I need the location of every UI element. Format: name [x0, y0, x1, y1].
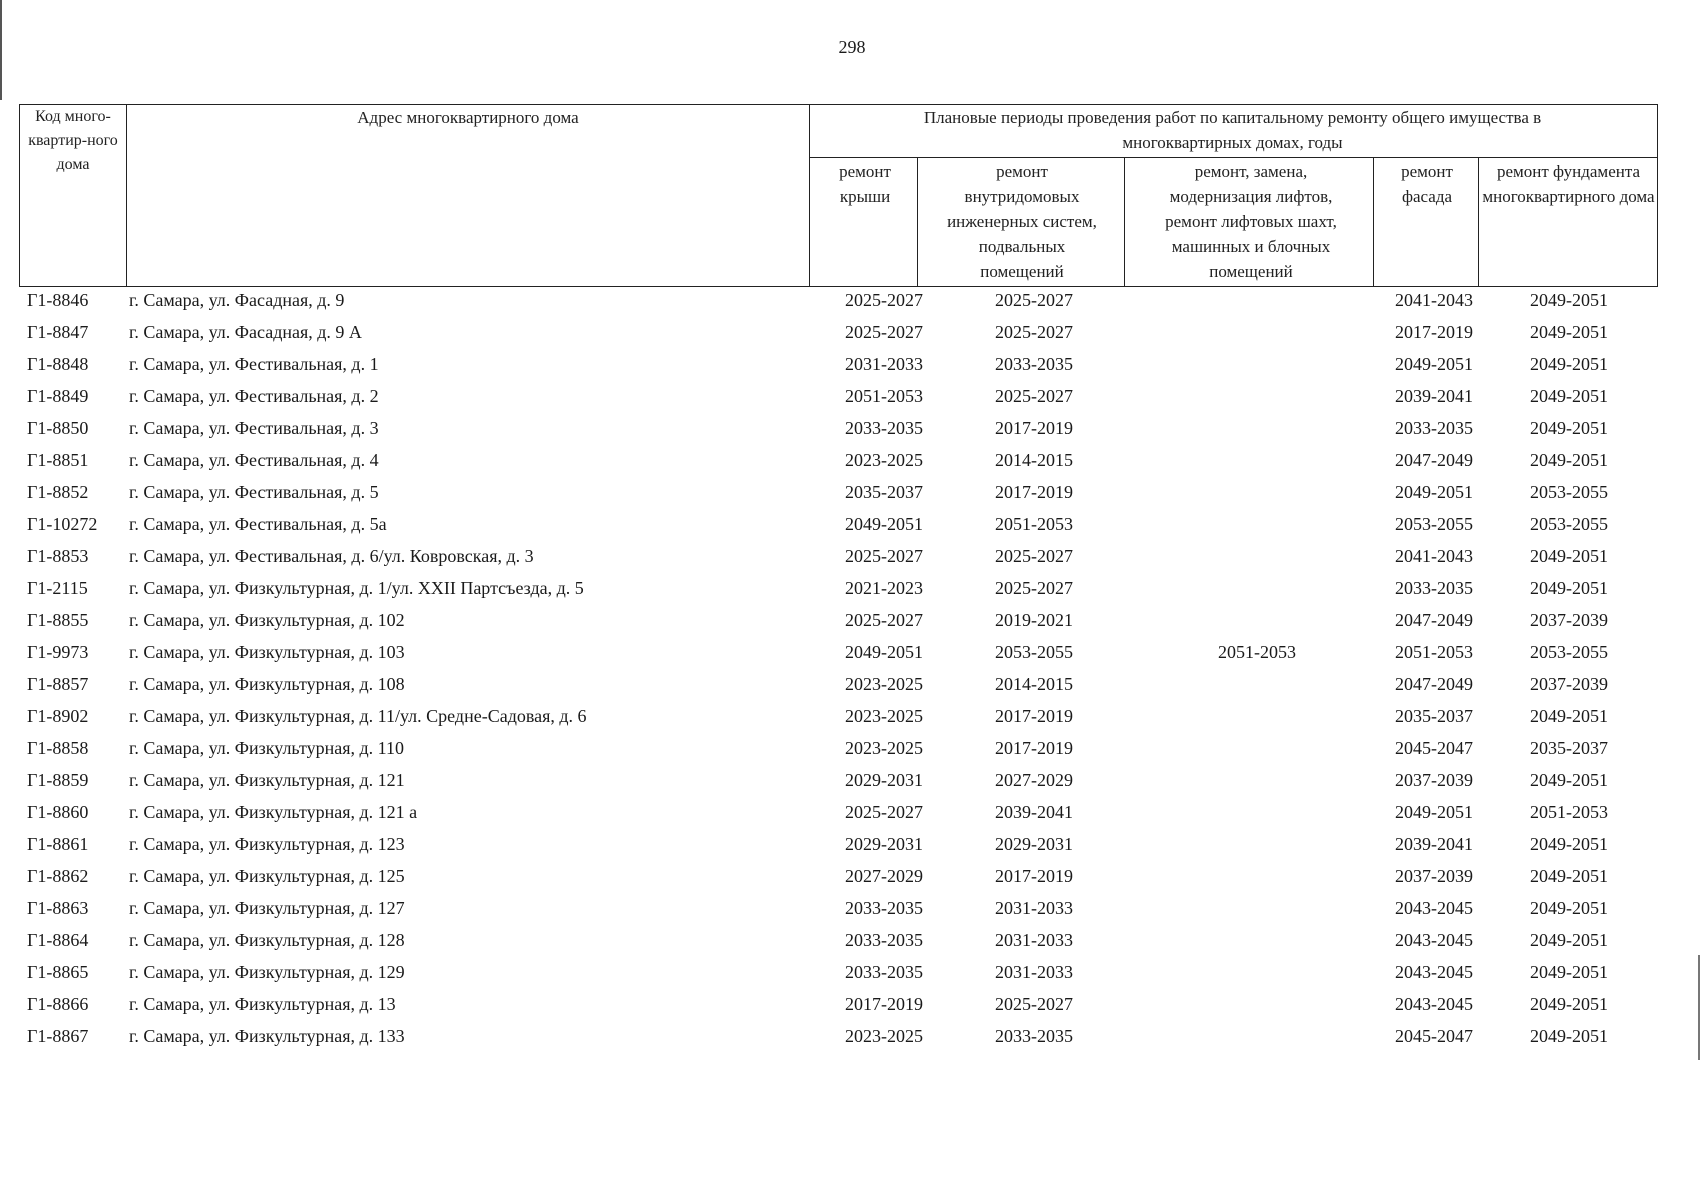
cell-roof: 2023-2025	[845, 706, 923, 726]
cell-facade: 2047-2049	[1395, 674, 1473, 694]
cell-code: Г1-8858	[27, 738, 89, 758]
divider-periods-sub	[809, 157, 1657, 158]
cell-engineering: 2014-2015	[995, 450, 1073, 470]
cell-foundation: 2049-2051	[1530, 418, 1608, 438]
cell-roof: 2033-2035	[845, 418, 923, 438]
table-row	[19, 444, 1658, 476]
table-row	[19, 988, 1658, 1020]
cell-address: г. Самара, ул. Физкультурная, д. 102	[129, 610, 405, 630]
cell-foundation: 2049-2051	[1530, 706, 1608, 726]
cell-roof: 2025-2027	[845, 290, 923, 310]
cell-engineering: 2025-2027	[995, 546, 1073, 566]
cell-code: Г1-10272	[27, 514, 98, 534]
table-row	[19, 892, 1658, 924]
header-lifts: ремонт, замена, модернизация лифтов, ремонт лифтовых шахт, машинных и блочных помещений	[1165, 162, 1337, 281]
cell-facade: 2039-2041	[1395, 386, 1473, 406]
cell-engineering: 2017-2019	[995, 418, 1073, 438]
cell-engineering: 2031-2033	[995, 898, 1073, 918]
cell-code: Г1-2115	[27, 578, 88, 598]
cell-foundation: 2049-2051	[1530, 770, 1608, 790]
cell-address: г. Самара, ул. Физкультурная, д. 125	[129, 866, 405, 886]
cell-foundation: 2037-2039	[1530, 610, 1608, 630]
cell-engineering: 2025-2027	[995, 386, 1073, 406]
cell-code: Г1-8851	[27, 450, 89, 470]
table-row	[19, 604, 1658, 636]
cell-address: г. Самара, ул. Фестивальная, д. 4	[129, 450, 379, 470]
cell-facade: 2049-2051	[1395, 802, 1473, 822]
table-row	[19, 284, 1658, 316]
cell-facade: 2037-2039	[1395, 866, 1473, 886]
cell-address: г. Самара, ул. Физкультурная, д. 127	[129, 898, 405, 918]
cell-foundation: 2049-2051	[1530, 962, 1608, 982]
cell-facade: 2043-2045	[1395, 898, 1473, 918]
cell-code: Г1-8846	[27, 290, 89, 310]
cell-roof: 2029-2031	[845, 770, 923, 790]
cell-facade: 2043-2045	[1395, 962, 1473, 982]
cell-engineering: 2031-2033	[995, 930, 1073, 950]
divider-code-address	[126, 105, 127, 286]
table-row	[19, 764, 1658, 796]
cell-engineering: 2027-2029	[995, 770, 1073, 790]
cell-foundation: 2049-2051	[1530, 546, 1608, 566]
cell-code: Г1-8849	[27, 386, 89, 406]
cell-code: Г1-8847	[27, 322, 89, 342]
cell-roof: 2025-2027	[845, 610, 923, 630]
cell-roof: 2023-2025	[845, 738, 923, 758]
cell-facade: 2047-2049	[1395, 610, 1473, 630]
cell-engineering: 2014-2015	[995, 674, 1073, 694]
cell-engineering: 2019-2021	[995, 610, 1073, 630]
cell-roof: 2029-2031	[845, 834, 923, 854]
divider-address-periods	[809, 105, 810, 286]
cell-facade: 2049-2051	[1395, 482, 1473, 502]
cell-engineering: 2053-2055	[995, 642, 1073, 662]
cell-facade: 2051-2053	[1395, 642, 1473, 662]
cell-foundation: 2049-2051	[1530, 322, 1608, 342]
cell-facade: 2043-2045	[1395, 994, 1473, 1014]
table-row	[19, 508, 1658, 540]
cell-address: г. Самара, ул. Фестивальная, д. 6/ул. Ковровская, д. 3	[129, 546, 534, 566]
cell-engineering: 2017-2019	[995, 866, 1073, 886]
cell-foundation: 2053-2055	[1530, 642, 1608, 662]
header-roof: ремонт крыши	[839, 162, 891, 206]
cell-address: г. Самара, ул. Фасадная, д. 9 А	[129, 322, 362, 342]
table-row	[19, 700, 1658, 732]
cell-address: г. Самара, ул. Физкультурная, д. 11/ул. Средне-Садовая, д. 6	[129, 706, 587, 726]
divider-facade-foundation	[1478, 157, 1479, 286]
cell-code: Г1-8865	[27, 962, 89, 982]
cell-address: г. Самара, ул. Фестивальная, д. 5	[129, 482, 379, 502]
cell-code: Г1-8859	[27, 770, 89, 790]
cell-engineering: 2017-2019	[995, 738, 1073, 758]
cell-foundation: 2049-2051	[1530, 866, 1608, 886]
cell-foundation: 2049-2051	[1530, 930, 1608, 950]
cell-engineering: 2017-2019	[995, 706, 1073, 726]
cell-foundation: 2049-2051	[1530, 834, 1608, 854]
cell-facade: 2033-2035	[1395, 578, 1473, 598]
header-address: Адрес многоквартирного дома	[357, 108, 579, 127]
cell-roof: 2031-2033	[845, 354, 923, 374]
table-row	[19, 636, 1658, 668]
cell-code: Г1-8852	[27, 482, 89, 502]
cell-address: г. Самара, ул. Физкультурная, д. 103	[129, 642, 405, 662]
cell-address: г. Самара, ул. Физкультурная, д. 133	[129, 1026, 405, 1046]
cell-engineering: 2029-2031	[995, 834, 1073, 854]
cell-code: Г1-8857	[27, 674, 89, 694]
cell-foundation: 2049-2051	[1530, 578, 1608, 598]
cell-code: Г1-8863	[27, 898, 89, 918]
cell-address: г. Самара, ул. Фестивальная, д. 2	[129, 386, 379, 406]
cell-engineering: 2025-2027	[995, 994, 1073, 1014]
cell-address: г. Самара, ул. Физкультурная, д. 121 а	[129, 802, 418, 822]
cell-facade: 2049-2051	[1395, 354, 1473, 374]
cell-code: Г1-8867	[27, 1026, 89, 1046]
cell-code: Г1-8848	[27, 354, 89, 374]
cell-foundation: 2049-2051	[1530, 450, 1608, 470]
cell-code: Г1-8861	[27, 834, 89, 854]
cell-address: г. Самара, ул. Физкультурная, д. 128	[129, 930, 405, 950]
cell-code: Г1-8864	[27, 930, 89, 950]
cell-address: г. Самара, ул. Физкультурная, д. 108	[129, 674, 405, 694]
cell-roof: 2027-2029	[845, 866, 923, 886]
cell-roof: 2049-2051	[845, 514, 923, 534]
header-code: Код много-квартир-ного дома	[28, 108, 118, 173]
table-row	[19, 476, 1658, 508]
header-periods: Плановые периоды проведения работ по капитальному ремонту общего имущества в многоквартирных домах, годы	[923, 108, 1542, 152]
cell-foundation: 2049-2051	[1530, 898, 1608, 918]
cell-code: Г1-8850	[27, 418, 89, 438]
cell-code: Г1-8862	[27, 866, 89, 886]
table-row	[19, 956, 1658, 988]
cell-roof: 2023-2025	[845, 450, 923, 470]
cell-code: Г1-8860	[27, 802, 89, 822]
cell-roof: 2023-2025	[845, 674, 923, 694]
cell-address: г. Самара, ул. Физкультурная, д. 121	[129, 770, 405, 790]
cell-facade: 2017-2019	[1395, 322, 1473, 342]
cell-address: г. Самара, ул. Физкультурная, д. 123	[129, 834, 405, 854]
scan-edge-right	[1698, 955, 1700, 1060]
cell-engineering: 2033-2035	[995, 354, 1073, 374]
table-row	[19, 572, 1658, 604]
cell-roof: 2049-2051	[845, 642, 923, 662]
table-row	[19, 412, 1658, 444]
cell-engineering: 2025-2027	[995, 290, 1073, 310]
cell-foundation: 2053-2055	[1530, 482, 1608, 502]
cell-foundation: 2049-2051	[1530, 290, 1608, 310]
table-row	[19, 860, 1658, 892]
cell-foundation: 2049-2051	[1530, 1026, 1608, 1046]
cell-roof: 2017-2019	[845, 994, 923, 1014]
cell-code: Г1-8853	[27, 546, 89, 566]
divider-lift-facade	[1373, 157, 1374, 286]
cell-roof: 2051-2053	[845, 386, 923, 406]
cell-facade: 2035-2037	[1395, 706, 1473, 726]
cell-code: Г1-8866	[27, 994, 89, 1014]
table-row	[19, 380, 1658, 412]
cell-roof: 2033-2035	[845, 962, 923, 982]
cell-foundation: 2049-2051	[1530, 354, 1608, 374]
cell-foundation: 2049-2051	[1530, 994, 1608, 1014]
cell-engineering: 2051-2053	[995, 514, 1073, 534]
page-number: 298	[838, 37, 866, 57]
cell-engineering: 2033-2035	[995, 1026, 1073, 1046]
cell-address: г. Самара, ул. Физкультурная, д. 13	[129, 994, 396, 1014]
cell-facade: 2045-2047	[1395, 738, 1473, 758]
table-row	[19, 668, 1658, 700]
table-header	[19, 104, 1658, 287]
cell-roof: 2023-2025	[845, 1026, 923, 1046]
table-row	[19, 796, 1658, 828]
cell-facade: 2039-2041	[1395, 834, 1473, 854]
table-row	[19, 924, 1658, 956]
cell-facade: 2033-2035	[1395, 418, 1473, 438]
cell-roof: 2025-2027	[845, 802, 923, 822]
cell-lifts: 2051-2053	[1218, 642, 1296, 662]
cell-address: г. Самара, ул. Физкультурная, д. 110	[129, 738, 404, 758]
cell-foundation: 2035-2037	[1530, 738, 1608, 758]
cell-facade: 2037-2039	[1395, 770, 1473, 790]
cell-roof: 2025-2027	[845, 322, 923, 342]
cell-address: г. Самара, ул. Физкультурная, д. 129	[129, 962, 405, 982]
header-foundation: ремонт фундамента многоквартирного дома	[1482, 162, 1655, 206]
cell-code: Г1-8902	[27, 706, 89, 726]
cell-engineering: 2017-2019	[995, 482, 1073, 502]
cell-address: г. Самара, ул. Фестивальная, д. 3	[129, 418, 379, 438]
cell-foundation: 2037-2039	[1530, 674, 1608, 694]
cell-facade: 2043-2045	[1395, 930, 1473, 950]
table-row	[19, 828, 1658, 860]
table-row	[19, 316, 1658, 348]
cell-facade: 2053-2055	[1395, 514, 1473, 534]
cell-roof: 2033-2035	[845, 930, 923, 950]
cell-code: Г1-8855	[27, 610, 89, 630]
table-row	[19, 1020, 1658, 1052]
header-facade: ремонт фасада	[1401, 162, 1453, 206]
cell-address: г. Самара, ул. Фестивальная, д. 5а	[129, 514, 387, 534]
cell-engineering: 2039-2041	[995, 802, 1073, 822]
cell-roof: 2035-2037	[845, 482, 923, 502]
divider-eng-lift	[1124, 157, 1125, 286]
cell-address: г. Самара, ул. Фасадная, д. 9	[129, 290, 345, 310]
table-row	[19, 540, 1658, 572]
cell-foundation: 2051-2053	[1530, 802, 1608, 822]
cell-facade: 2047-2049	[1395, 450, 1473, 470]
cell-facade: 2045-2047	[1395, 1026, 1473, 1046]
cell-facade: 2041-2043	[1395, 546, 1473, 566]
cell-foundation: 2049-2051	[1530, 386, 1608, 406]
cell-roof: 2025-2027	[845, 546, 923, 566]
cell-engineering: 2025-2027	[995, 578, 1073, 598]
cell-roof: 2021-2023	[845, 578, 923, 598]
table-row	[19, 732, 1658, 764]
cell-code: Г1-9973	[27, 642, 89, 662]
divider-roof-eng	[917, 157, 918, 286]
cell-facade: 2041-2043	[1395, 290, 1473, 310]
table-row	[19, 348, 1658, 380]
cell-foundation: 2053-2055	[1530, 514, 1608, 534]
cell-address: г. Самара, ул. Фестивальная, д. 1	[129, 354, 379, 374]
cell-address: г. Самара, ул. Физкультурная, д. 1/ул. XXII Партсъезда, д. 5	[129, 578, 584, 598]
header-engineering: ремонт внутридомовых инженерных систем, подвальных помещений	[947, 162, 1097, 281]
cell-engineering: 2025-2027	[995, 322, 1073, 342]
cell-engineering: 2031-2033	[995, 962, 1073, 982]
cell-roof: 2033-2035	[845, 898, 923, 918]
